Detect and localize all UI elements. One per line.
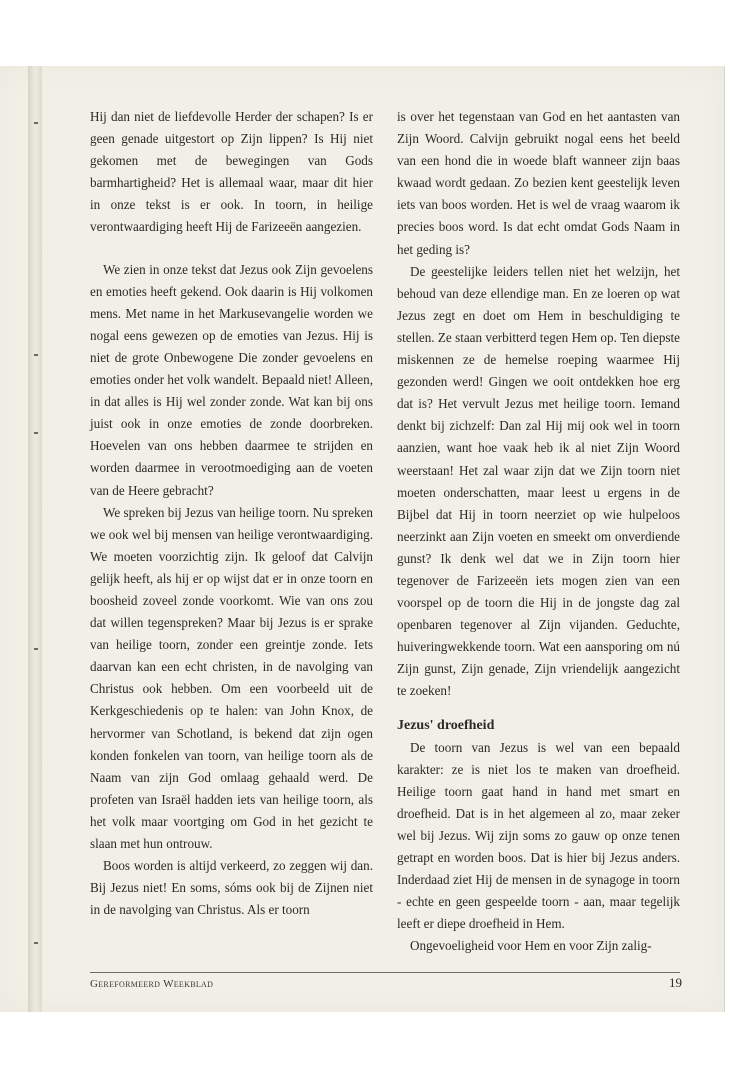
paragraph: is over het tegenstaan van God en het aantasten van Zijn Woord. Calvijn gebruikt nogal eens het beeld van een hond die in woede blaft wanneer zijn baas kwaad wordt gedaan. Zo bezien kent geestelijk leven iets van boos worden. Het is wel de vraag waarom ik precies boos word. Is dat echt omdat Gods Naam in het geding is? bbox=[397, 109, 680, 257]
page-binding-edge bbox=[28, 66, 42, 1012]
section-heading: Jezus' droefheid bbox=[397, 717, 495, 733]
paragraph: Hij dan niet de liefdevolle Herder der schapen? Is er geen genade uitgestort op Zijn lippen? Is Hij niet gekomen met de bewegingen van Gods barmhartigheid? Het is allemaal waar, maar dit hier in onze tekst is er ook. In toorn, in heilige verontwaardiging heeft Hij de Farizeeën aangezien. bbox=[90, 109, 373, 235]
page-number: 19 bbox=[669, 975, 682, 990]
binding-mark bbox=[34, 354, 38, 356]
binding-mark bbox=[34, 122, 38, 124]
paragraph: De geestelijke leiders tellen niet het welzijn, het behoud van deze ellendige man. En ze loeren op wat Jezus zegt en doet om Hem in beschuldiging te stellen. Ze staan verbitterd tegen Hem op. Ten diepste miskennen ze de hemelse roeping waarmee Hij gezonden werd! Gingen we ooit ontdekken hoe erg dat is? Het vervult Jezus met heilige toorn. Iemand denkt bij zichzelf: Dan zal Hij mij ook wel in toorn aanzien, want hoe vaak heb ik al niet Zijn Woord weerstaan! Het zal waar zijn dat we Zijn toorn niet moeten onderschatten, maar leest u ergens in de Bijbel dat Hij in toorn neerziet op wie hulpeloos neerzinkt aan Zijn voeten en smeekt om onverdiende gunst? Ik denk wel dat we in Zijn toorn hier tegenover de Farizeeën iets mogen zien van een voorspel op de toorn die Hij in de jongste dag zal openbaren tegenover al Zijn vijanden. Geduchte, huiveringwekkende toorn. Wat een aansporing om nú Zijn gunst, Zijn genade, Zijn vriendelijk aangezicht te zoeken! bbox=[397, 263, 680, 699]
right-text-column bbox=[397, 106, 680, 957]
publication-name: Gereformeerd Weekblad bbox=[90, 978, 214, 990]
paragraph: Ongevoeligheid voor Hem en voor Zijn zalig- bbox=[410, 938, 652, 954]
magazine-page bbox=[0, 66, 725, 1012]
paragraph: De toorn van Jezus is wel van een bepaald karakter: ze is niet los te maken van droefheid. Heilige toorn gaat hand in hand met smart en droefheid. Dat is in het algemeen al zo, maar zeker wel bij Jezus. Wij zijn soms zo gauw op onze tenen getrapt en worden boos. Dat is hier bij Jezus anders. Inderdaad ziet Hij de mensen in de synagoge in toorn - echte en geen gespeelde toorn - aan, maar tegelijk leeft er diepe droefheid in Hem. bbox=[397, 739, 680, 932]
left-text-column bbox=[90, 106, 373, 921]
footer-divider bbox=[90, 972, 680, 973]
binding-mark bbox=[34, 432, 38, 434]
binding-mark bbox=[34, 648, 38, 650]
binding-mark bbox=[34, 942, 38, 944]
paragraph: Boos worden is altijd verkeerd, zo zeggen wij dan. Bij Jezus niet! En soms, sóms ook bij de Zijnen niet in de navolging van Christus. Als er toorn bbox=[90, 858, 373, 918]
paragraph: We spreken bij Jezus van heilige toorn. Nu spreken we ook wel bij mensen van heilige verontwaardiging. We moeten voorzichtig zijn. Ik geloof dat Calvijn gelijk heeft, als hij er op wijst dat er in onze toorn en boosheid zoveel zonde voorkomt. Wie van ons zou dat willen tegenspreken? Maar bij Jezus is er sprake van heilige toorn, zonder een greintje zonde. Iets daarvan kan een echt christen, in de navolging van Christus ook hebben. Om een voorbeeld uit de Kerkgeschiedenis op te halen: van John Knox, de hervormer van Schotland, is bekend dat zijn ogen konden fonkelen van toorn, van heilige toorn als de Naam van zijn God omlaag gehaald werd. De profeten van Israël hadden iets van heilige toorn, als het volk maar voortging om God in het gezicht te slaan met hun ontrouw. bbox=[90, 504, 373, 851]
paragraph: We zien in onze tekst dat Jezus ook Zijn gevoelens en emoties heeft gekend. Ook daarin is Hij volkomen mens. Met name in het Markusevangelie worden we nogal eens gewezen op de emoties van Jezus. Hij is niet de grote Onbewogene Die zonder gevoelens en emoties onder het volk wandelt. Bepaald niet! Alleen, in dat alles is Hij wel zonder zonde. Wat kan bij ons juist ook in onze emoties de zonde doorbreken. Hoevelen van ons hebben daarmee te strijden en worden daarmee in verootmoediging aan de voeten van de Heere gebracht? bbox=[90, 261, 373, 498]
